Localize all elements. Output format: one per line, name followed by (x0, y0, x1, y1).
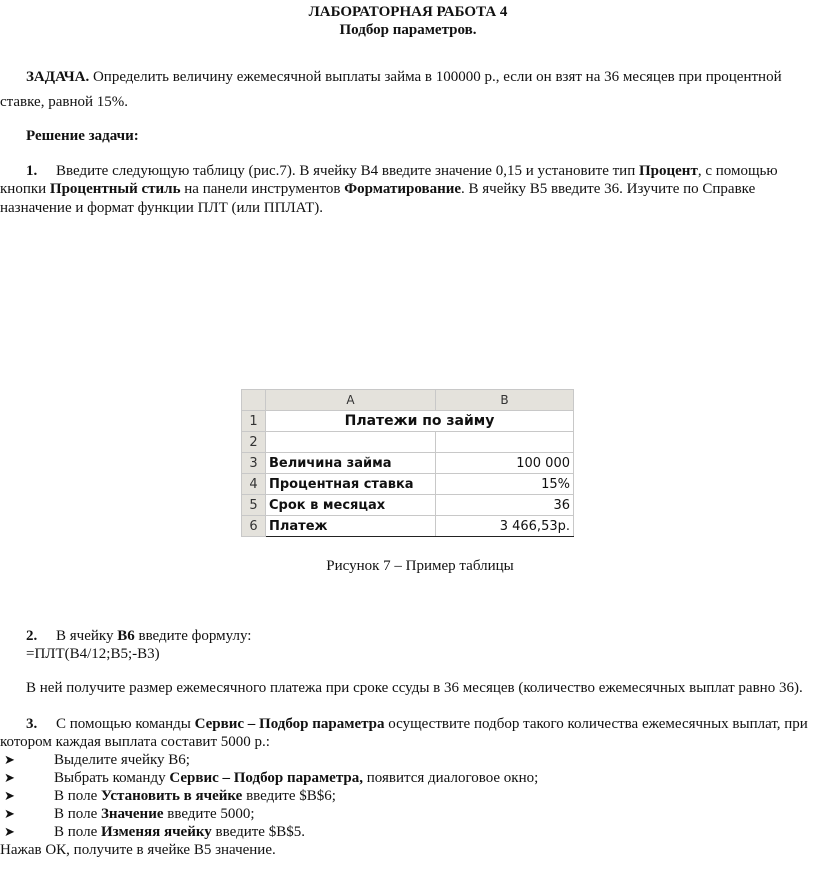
table-row (242, 453, 574, 474)
column-header-a: A (266, 390, 436, 411)
bullet-bold: Установить в ячейке (100, 788, 243, 804)
corner-cell (242, 390, 266, 411)
bullet-bold: Сервис – Подбор параметра, (169, 770, 363, 786)
list-item (0, 769, 538, 787)
step1-number: 1. (26, 163, 38, 179)
list-item (0, 787, 336, 805)
list-item (0, 751, 190, 769)
step3-line-1 (26, 715, 808, 733)
document-title: ЛАБОРАТОРНАЯ РАБОТА 4 (308, 4, 508, 20)
table-row (242, 495, 574, 516)
table-row (242, 432, 574, 453)
step3-number: 3. (26, 716, 38, 732)
step2-text-c: введите формулу: (138, 628, 252, 644)
bullet-bold: Изменяя ячейку (100, 824, 212, 840)
task-line-1 (26, 67, 816, 88)
cell-a: Величина займа (266, 453, 436, 474)
table-row (242, 516, 574, 537)
arrow-bullet-icon: ➤ (4, 788, 15, 803)
bullet-text-end: введите $B$6; (246, 788, 336, 804)
bullet-text: Выделите ячейку B6; (54, 752, 190, 768)
step3-text-a: С помощью команды (56, 716, 191, 732)
row-header: 1 (242, 411, 266, 432)
step3-command: Сервис – Подбор параметра (194, 716, 385, 732)
arrow-bullet-icon: ➤ (4, 824, 15, 839)
cell-a: Платеж (266, 516, 436, 537)
step2-line-1 (26, 627, 251, 645)
task-line-2: ставке, равной 15%. (0, 94, 128, 110)
step1-bold-percent: Процент (639, 163, 698, 179)
spreadsheet-table (241, 389, 574, 537)
step2-number: 2. (26, 628, 38, 644)
cell-b: 36 (436, 495, 574, 516)
row-header: 5 (242, 495, 266, 516)
column-header-b: B (436, 390, 574, 411)
row-header: 6 (242, 516, 266, 537)
row-header: 3 (242, 453, 266, 474)
table-row (242, 474, 574, 495)
step2-cell-ref: B6 (117, 628, 135, 644)
step3-text-c: осуществите подбор такого количества ежемесячных выплат, при (388, 716, 808, 732)
cell-b: 15% (436, 474, 574, 495)
cell-a: Срок в месяцах (266, 495, 436, 516)
step2-result: В ней получите размер ежемесячного платежа при сроке ссуды в 36 месяцев (количество ежемесячных выплат равно 36). (26, 680, 803, 696)
step1-bold-format: Форматирование (344, 181, 462, 197)
step3-line-2: котором каждая выплата составит 5000 р.: (0, 734, 270, 750)
bullet-text: В поле (54, 824, 98, 840)
cell-b: 100 000 (436, 453, 574, 474)
bullet-text-end: введите 5000; (167, 806, 255, 822)
step3-final: Нажав ОК, получите в ячейке B5 значение. (0, 842, 276, 858)
arrow-bullet-icon: ➤ (4, 770, 15, 785)
step2-text-a: В ячейку (56, 628, 114, 644)
row-header: 2 (242, 432, 266, 453)
bullet-text: Выбрать команду (54, 770, 166, 786)
document-subtitle: Подбор параметров. (339, 22, 477, 38)
task-label: ЗАДАЧА. (26, 69, 90, 85)
task-text: Определить величину ежемесячной выплаты займа в 100000 р., если он взят на 36 месяцев при процентной (92, 69, 782, 85)
solution-heading: Решение задачи: (26, 128, 139, 144)
bullet-text: В поле (54, 788, 98, 804)
bullet-text: В поле (54, 806, 98, 822)
row-header: 4 (242, 474, 266, 495)
bullet-text-end: введите $B$5. (215, 824, 305, 840)
arrow-bullet-icon: ➤ (4, 752, 15, 767)
step1-line-2 (0, 180, 755, 198)
spreadsheet-figure (241, 389, 574, 537)
cell-b (436, 432, 574, 453)
cell-a (266, 432, 436, 453)
sheet-title-cell: Платежи по займу (266, 411, 574, 432)
step1-text-c: , с помощью (697, 163, 778, 179)
step1-text-e: . В ячейку B5 введите 36. Изучите по Справке (461, 181, 756, 197)
step1-text-panel: на панели инструментов (184, 181, 341, 197)
bullet-bold: Значение (100, 806, 164, 822)
step1-bold-style: Процентный стиль (49, 181, 181, 197)
step2-formula: =ПЛТ(B4/12;B5;-B3) (26, 646, 160, 662)
step1-line-1 (26, 162, 778, 180)
column-header-row (242, 390, 574, 411)
figure-caption: Рисунок 7 – Пример таблицы (326, 558, 514, 574)
table-row (242, 411, 574, 432)
cell-b: 3 466,53р. (436, 516, 574, 537)
list-item (0, 805, 255, 823)
cell-a: Процентная ставка (266, 474, 436, 495)
arrow-bullet-icon: ➤ (4, 806, 15, 821)
step1-text-a: Введите следующую таблицу (рис.7). В ячейку B4 введите значение 0,15 и установите тип (56, 163, 636, 179)
list-item (0, 823, 305, 841)
step1-text-knopki: кнопки (0, 181, 47, 197)
bullet-text-end: появится диалоговое окно; (366, 770, 539, 786)
step1-line-3: назначение и формат функции ПЛТ (или ППЛАТ). (0, 200, 324, 216)
